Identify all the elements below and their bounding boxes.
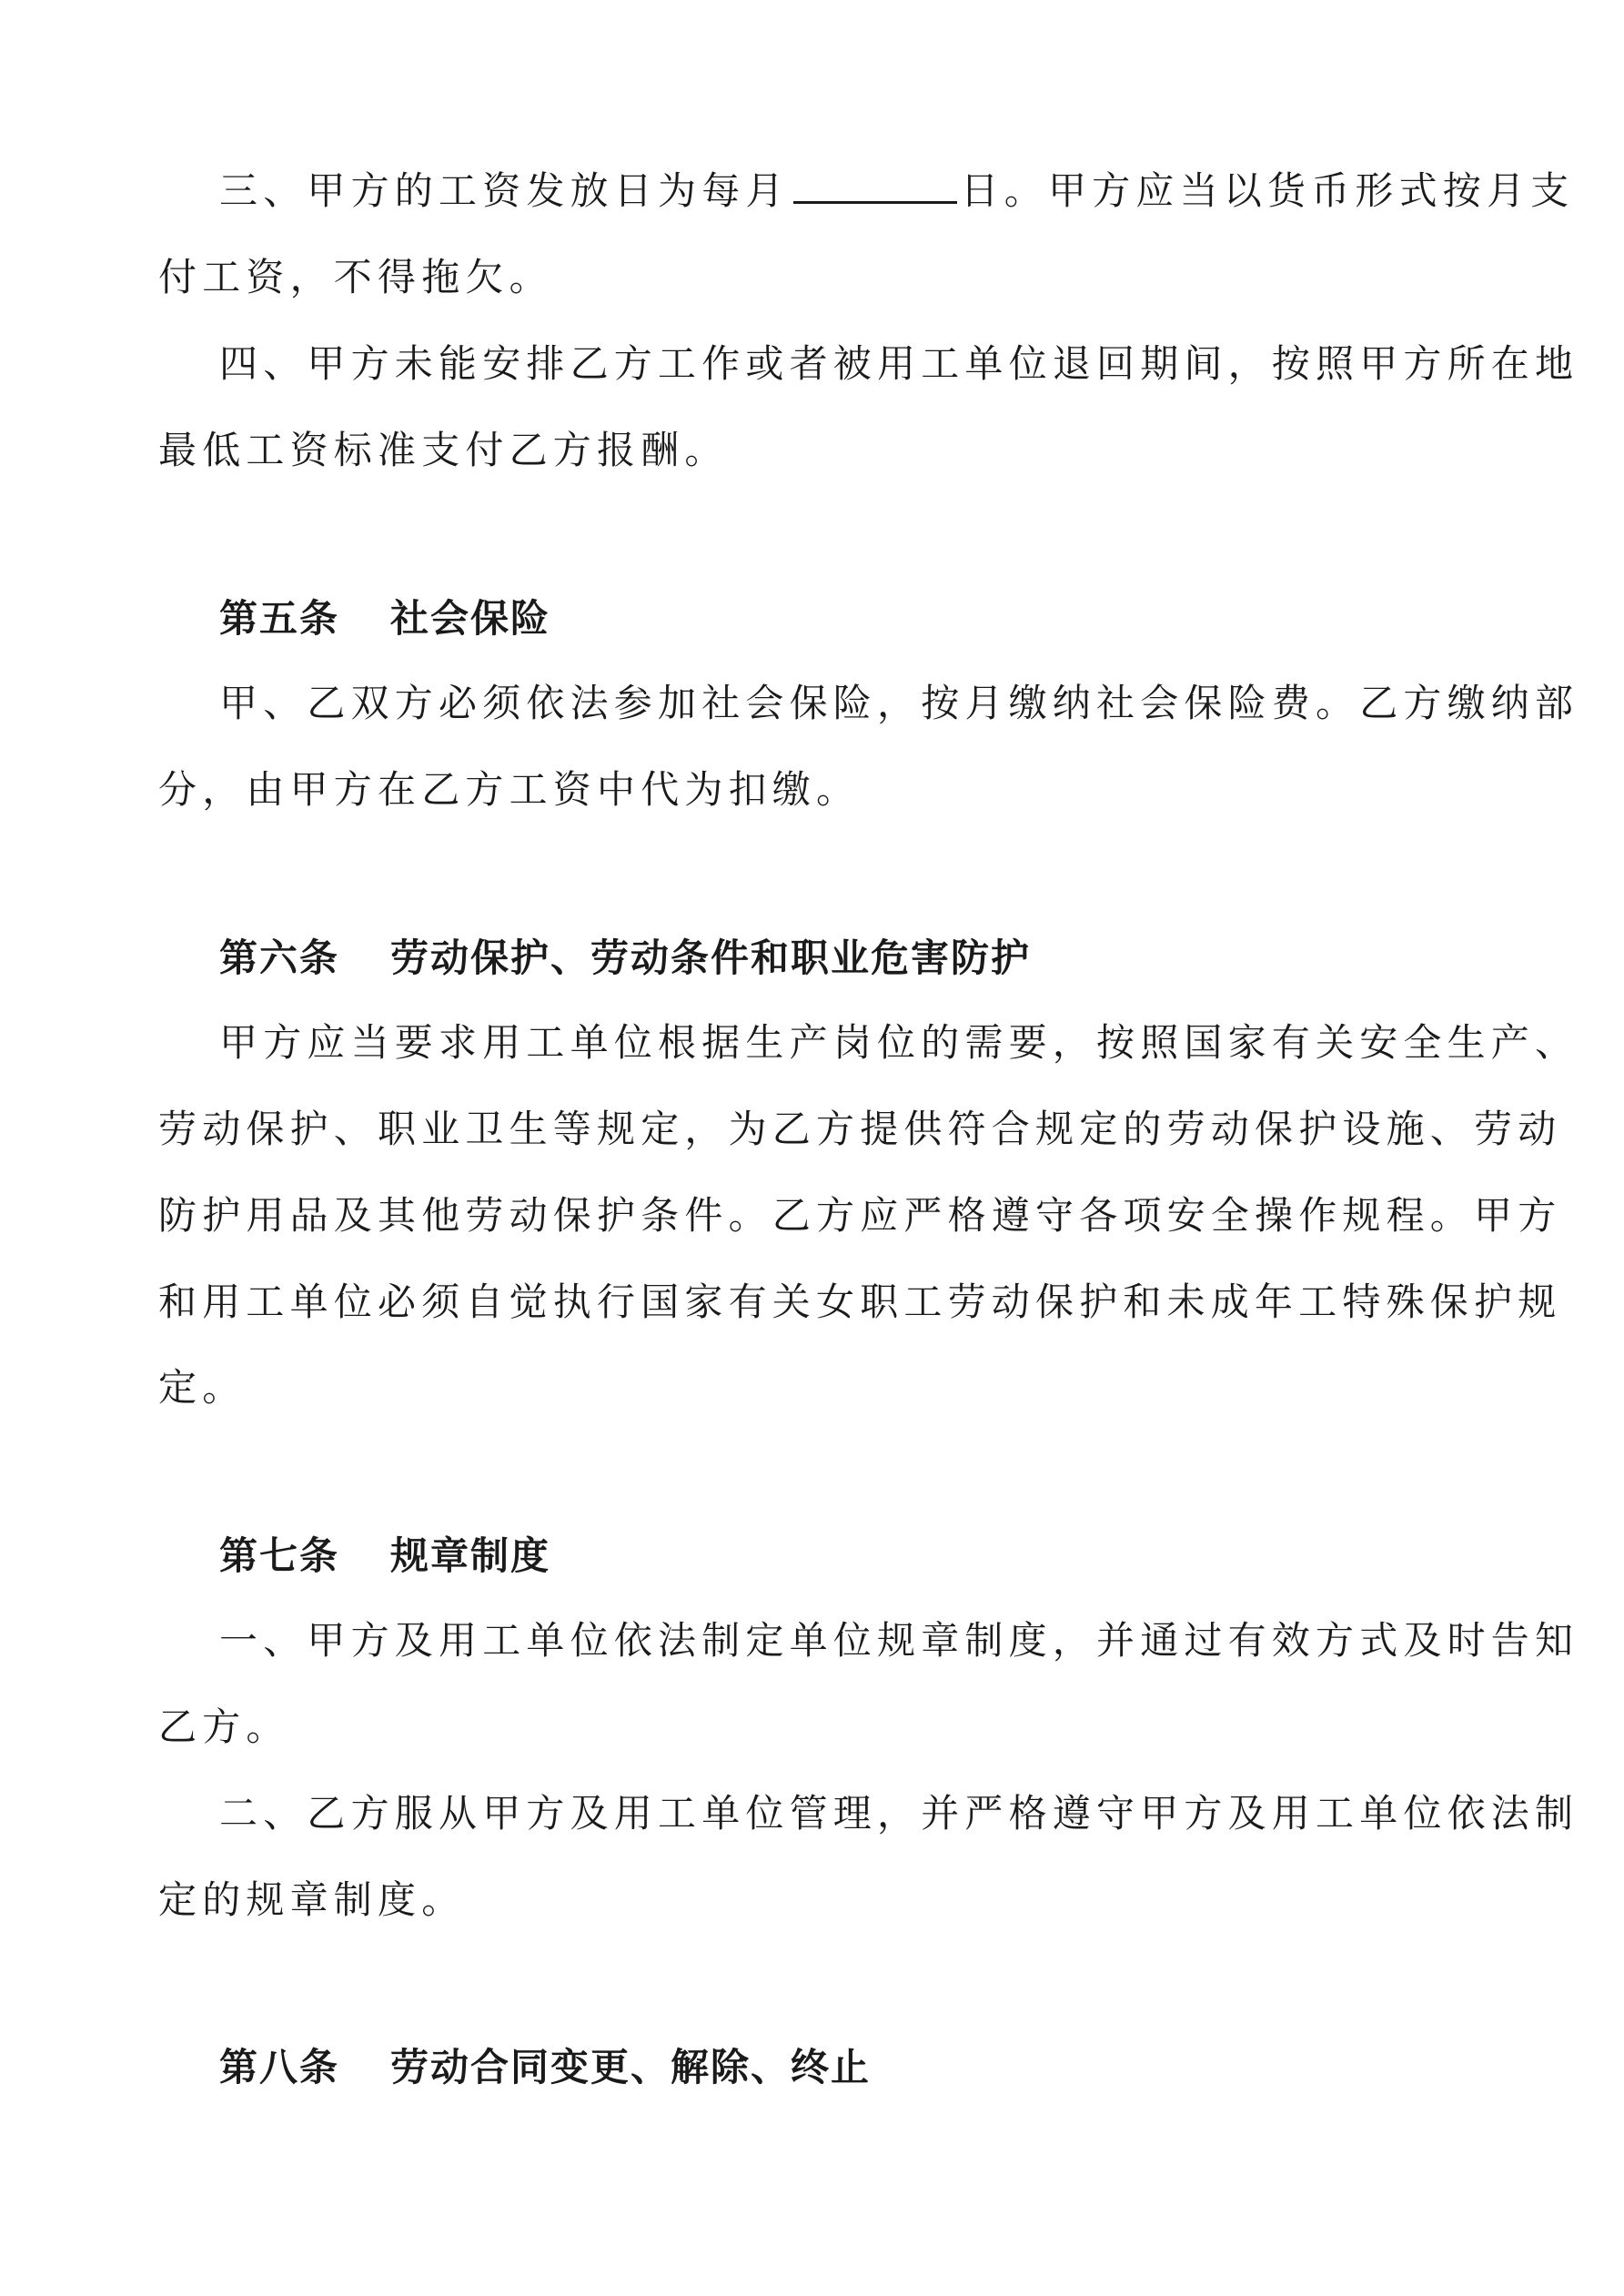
article6-line1: 甲方应当要求用工单位根据生产岗位的需要，按照国家有关安全生产、 xyxy=(219,1020,1579,1065)
article6-line2: 劳动保护、职业卫生等规定，为乙方提供符合规定的劳动保护设施、劳动 xyxy=(158,1107,1562,1151)
item3-line1: 三、甲方的工资发放日为每月 日。甲方应当以货币形式按月支 xyxy=(219,168,1575,213)
article8-heading: 第八条 劳动合同变更、解除、终止 xyxy=(219,2045,872,2089)
article5-line2: 分，由甲方在乙方工资中代为扣缴。 xyxy=(158,767,861,812)
article5-line1: 甲、乙双方必须依法参加社会保险，按月缴纳社会保险费。乙方缴纳部 xyxy=(219,681,1579,725)
item4-line1: 四、甲方未能安排乙方工作或者被用工单位退回期间，按照甲方所在地 xyxy=(219,341,1579,386)
article7-item1-line1: 一、甲方及用工单位依法制定单位规章制度，并通过有效方式及时告知 xyxy=(219,1618,1579,1663)
payday-blank-field[interactable] xyxy=(793,167,957,204)
article6-line4: 和用工单位必须自觉执行国家有关女职工劳动保护和未成年工特殊保护规 xyxy=(158,1279,1562,1324)
article6-line5: 定。 xyxy=(158,1365,247,1410)
article6-line3: 防护用品及其他劳动保护条件。乙方应严格遵守各项安全操作规程。甲方 xyxy=(158,1193,1562,1238)
article7-heading: 第七条 规章制度 xyxy=(219,1533,551,1578)
item3-line2: 付工资，不得拖欠。 xyxy=(158,255,553,299)
article7-item1-line2: 乙方。 xyxy=(158,1704,290,1749)
article7-item2-line1: 二、乙方服从甲方及用工单位管理，并严格遵守甲方及用工单位依法制 xyxy=(219,1791,1579,1836)
article6-heading: 第六条 劳动保护、劳动条件和职业危害防护 xyxy=(219,936,1032,980)
article7-item2-line2: 定的规章制度。 xyxy=(158,1877,466,1922)
article5-heading: 第五条 社会保险 xyxy=(219,596,551,641)
item4-line2: 最低工资标准支付乙方报酬。 xyxy=(158,428,729,472)
